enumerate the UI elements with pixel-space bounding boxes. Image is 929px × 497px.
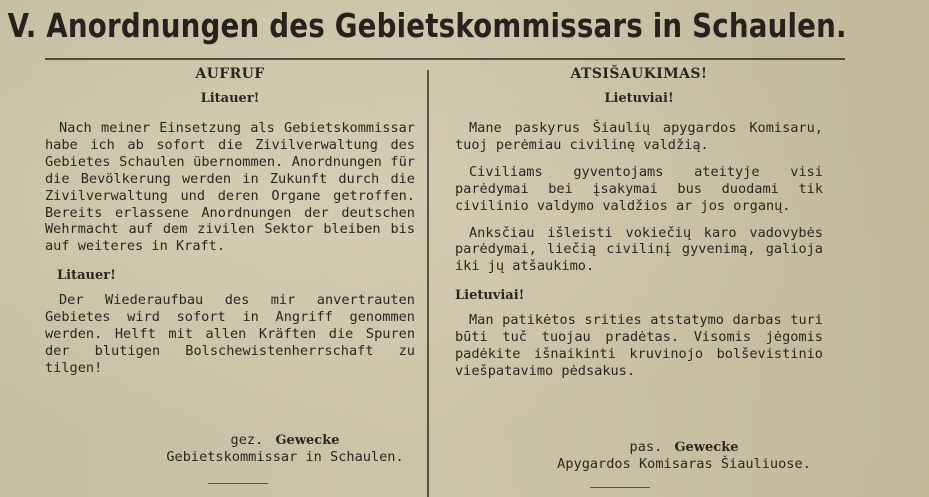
lithuanian-signature-title: Apygardos Komisaras Šiauliuose.	[557, 456, 811, 472]
german-signature-name: Gewecke	[275, 433, 340, 448]
lithuanian-paragraph-4: Man patikėtos srities atstatymo darbas turi būti tuč tuojau pradėtas. Visomis jėgomis padėkite išnaikinti kruvinojo bolševistinio viešpatavimo pėdsakus.	[455, 312, 823, 379]
title-divider	[45, 58, 845, 60]
german-signature-title: Gebietskommissar in Schaulen.	[166, 449, 404, 465]
lithuanian-subheading-2: Lietuviai!	[455, 288, 525, 304]
lithuanian-paragraph-2: Civiliams gyventojams ateityje visi parėdymai bei įsakymai bus duodami tik civilinio valdymo valdžios ar jos organų.	[455, 163, 823, 214]
german-paragraph-1: Nach meiner Einsetzung als Gebietskommissar habe ich ab sofort die Zivilverwaltung des Gebietes Schaulen übernommen. Anordnungen für die Bevölkerung werden in Zukunft durch die Zivilverwaltung und deren Organe getroffen. Bereits erlassene Anordnungen der deutschen Wehrmacht auf dem zivilen Sektor bleiben bis auf weiteres in Kraft.	[45, 120, 415, 255]
german-signature-rule	[208, 483, 268, 484]
german-signature-prefix: gez.	[230, 432, 264, 448]
page-title: V. Anordnungen des Gebietskommissars in Schaulen.	[7, 6, 847, 45]
lithuanian-signature-prefix: pas.	[629, 439, 663, 455]
lithuanian-heading: ATSIŠAUKIMAS!	[570, 66, 708, 82]
german-signature	[140, 432, 430, 466]
lithuanian-paragraph-3: Anksčiau išleisti vokiečių karo vadovybės parėdymai, liečią civilinį gyvenimą, galioja iki jų atšaukimo.	[455, 224, 823, 275]
lithuanian-subheading: Lietuviai!	[604, 91, 674, 106]
german-subheading-2: Litauer!	[57, 268, 116, 284]
lithuanian-signature-rule	[590, 487, 650, 488]
german-heading: AUFRUF	[195, 66, 265, 82]
lithuanian-paragraph-1: Mane paskyrus Šiaulių apygardos Komisaru, tuoj perėmiau civilinę valdžią.	[455, 120, 823, 153]
lithuanian-signature-name: Gewecke	[674, 440, 739, 455]
lithuanian-column	[455, 66, 823, 380]
german-column	[45, 66, 415, 377]
german-subheading: Litauer!	[200, 91, 260, 106]
german-paragraph-2: Der Wiederaufbau des mir anvertrauten Gebietes wird sofort in Angriff genommen werden. Helft mit allen Kräften die Spuren der blutigen Bolschewistenherrschaft zu tilgen!	[45, 292, 415, 376]
lithuanian-signature	[534, 439, 834, 473]
